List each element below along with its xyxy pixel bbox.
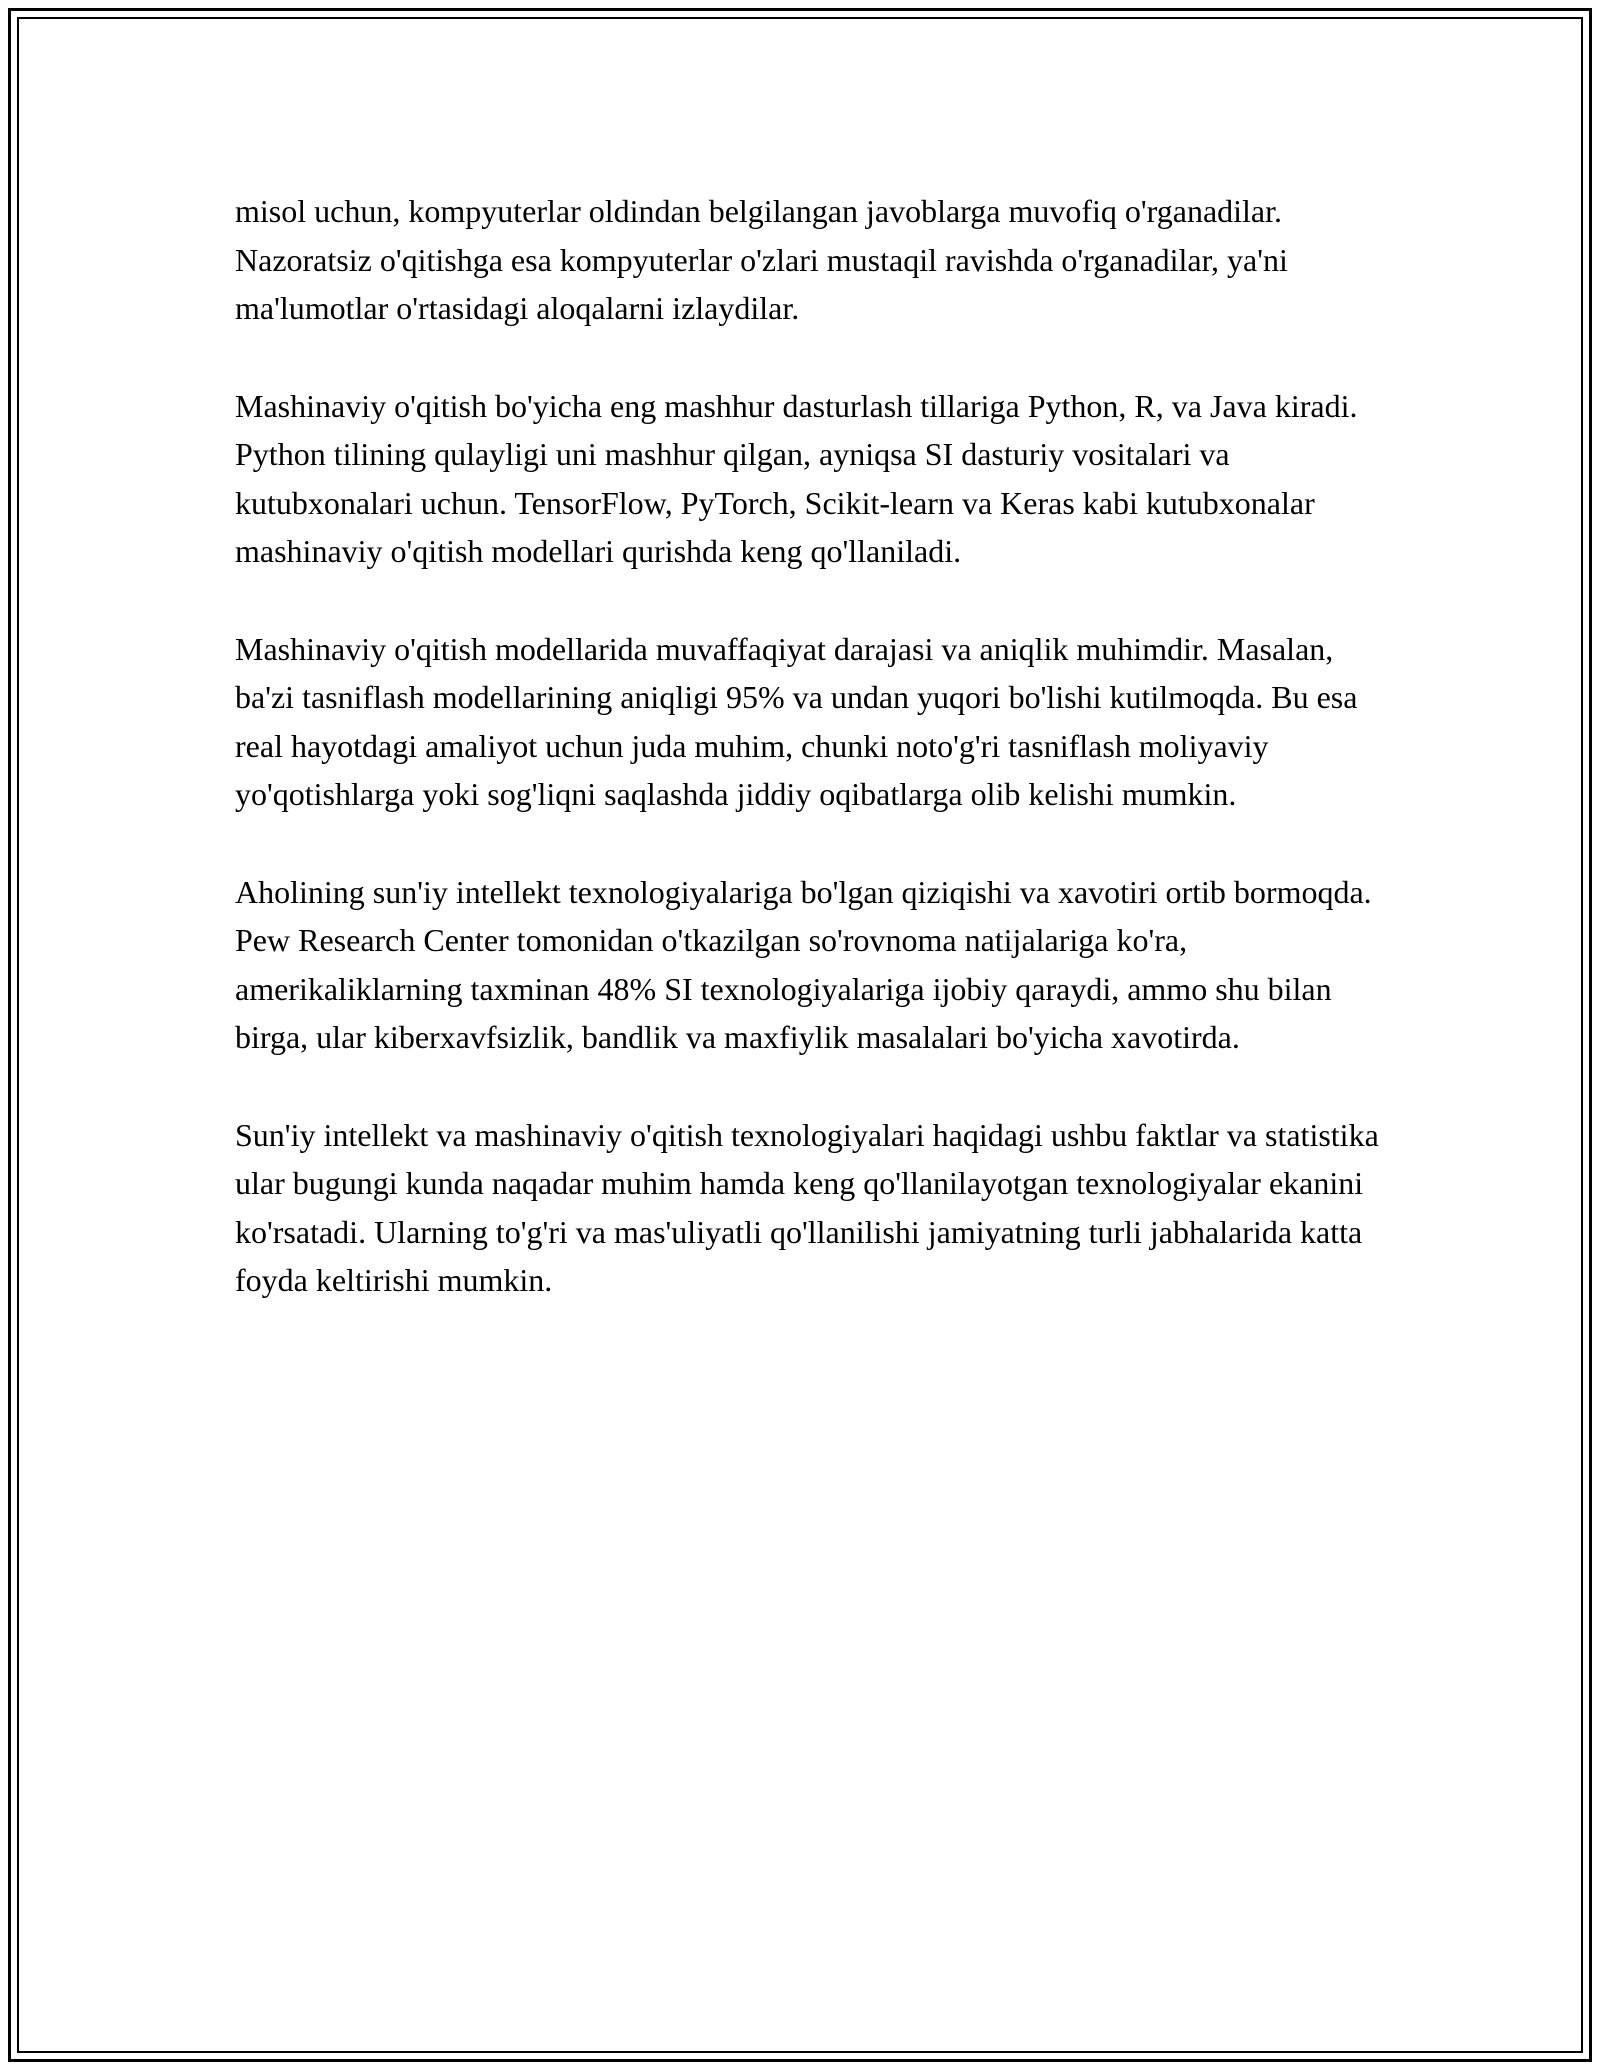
paragraph-3: Mashinaviy o'qitish modellarida muvaffaqiyat darajasi va aniqlik muhimdir. Masalan, ba'zi tasniflash modellarining aniqligi 95% va undan yuqori bo'lishi kutilmoqda. Bu esa real hayotdagi amaliyot uchun juda muhim, chunki noto'g'ri tasniflash moliyaviy yo'qotishlarga yoki sog'liqni saqlashda jiddiy oqibatlarga olib kelishi mumkin. (235, 630, 1358, 812)
document-body (235, 187, 1380, 1305)
paragraph-1: misol uchun, kompyuterlar oldindan belgilangan javoblarga muvofiq o'rganadilar. Nazoratsiz o'qitishga esa kompyuterlar o'zlari mustaqil ravishda o'rganadilar, ya'ni ma'lumotlar o'rtasidagi aloqalarni izlaydilar. (235, 193, 1288, 326)
paragraph-5: Sun'iy intellekt va mashinaviy o'qitish texnologiyalari haqidagi ushbu faktlar va statistika ular bugungi kunda naqadar muhim hamda keng qo'llanilayotgan texnologiyalar ekanini ko'rsatadi. Ularning to'g'ri va mas'uliyatli qo'llanilishi jamiyatning turli jabhalarida katta foyda keltirishi mumkin. (235, 1116, 1379, 1298)
paragraph-4: Aholining sun'iy intellekt texnologiyalariga bo'lgan qiziqishi va xavotiri ortib bormoqda. Pew Research Center tomonidan o'tkazilgan so'rovnoma natijalariga ko'ra, amerikaliklarning taxminan 48% SI texnologiyalariga ijobiy qaraydi, ammo shu bilan birga, ular kiberxavfsizlik, bandlik va maxfiylik masalalari bo'yicha xavotirda. (235, 873, 1372, 1055)
paragraph-2: Mashinaviy o'qitish bo'yicha eng mashhur dasturlash tillariga Python, R, va Java kiradi. Python tilining qulayligi uni mashhur qilgan, ayniqsa SI dasturiy vositalari va kutubxonalari uchun. TensorFlow, PyTorch, Scikit-learn va Keras kabi kutubxonalar mashinaviy o'qitish modellari qurishda keng qo'llaniladi. (235, 387, 1358, 569)
